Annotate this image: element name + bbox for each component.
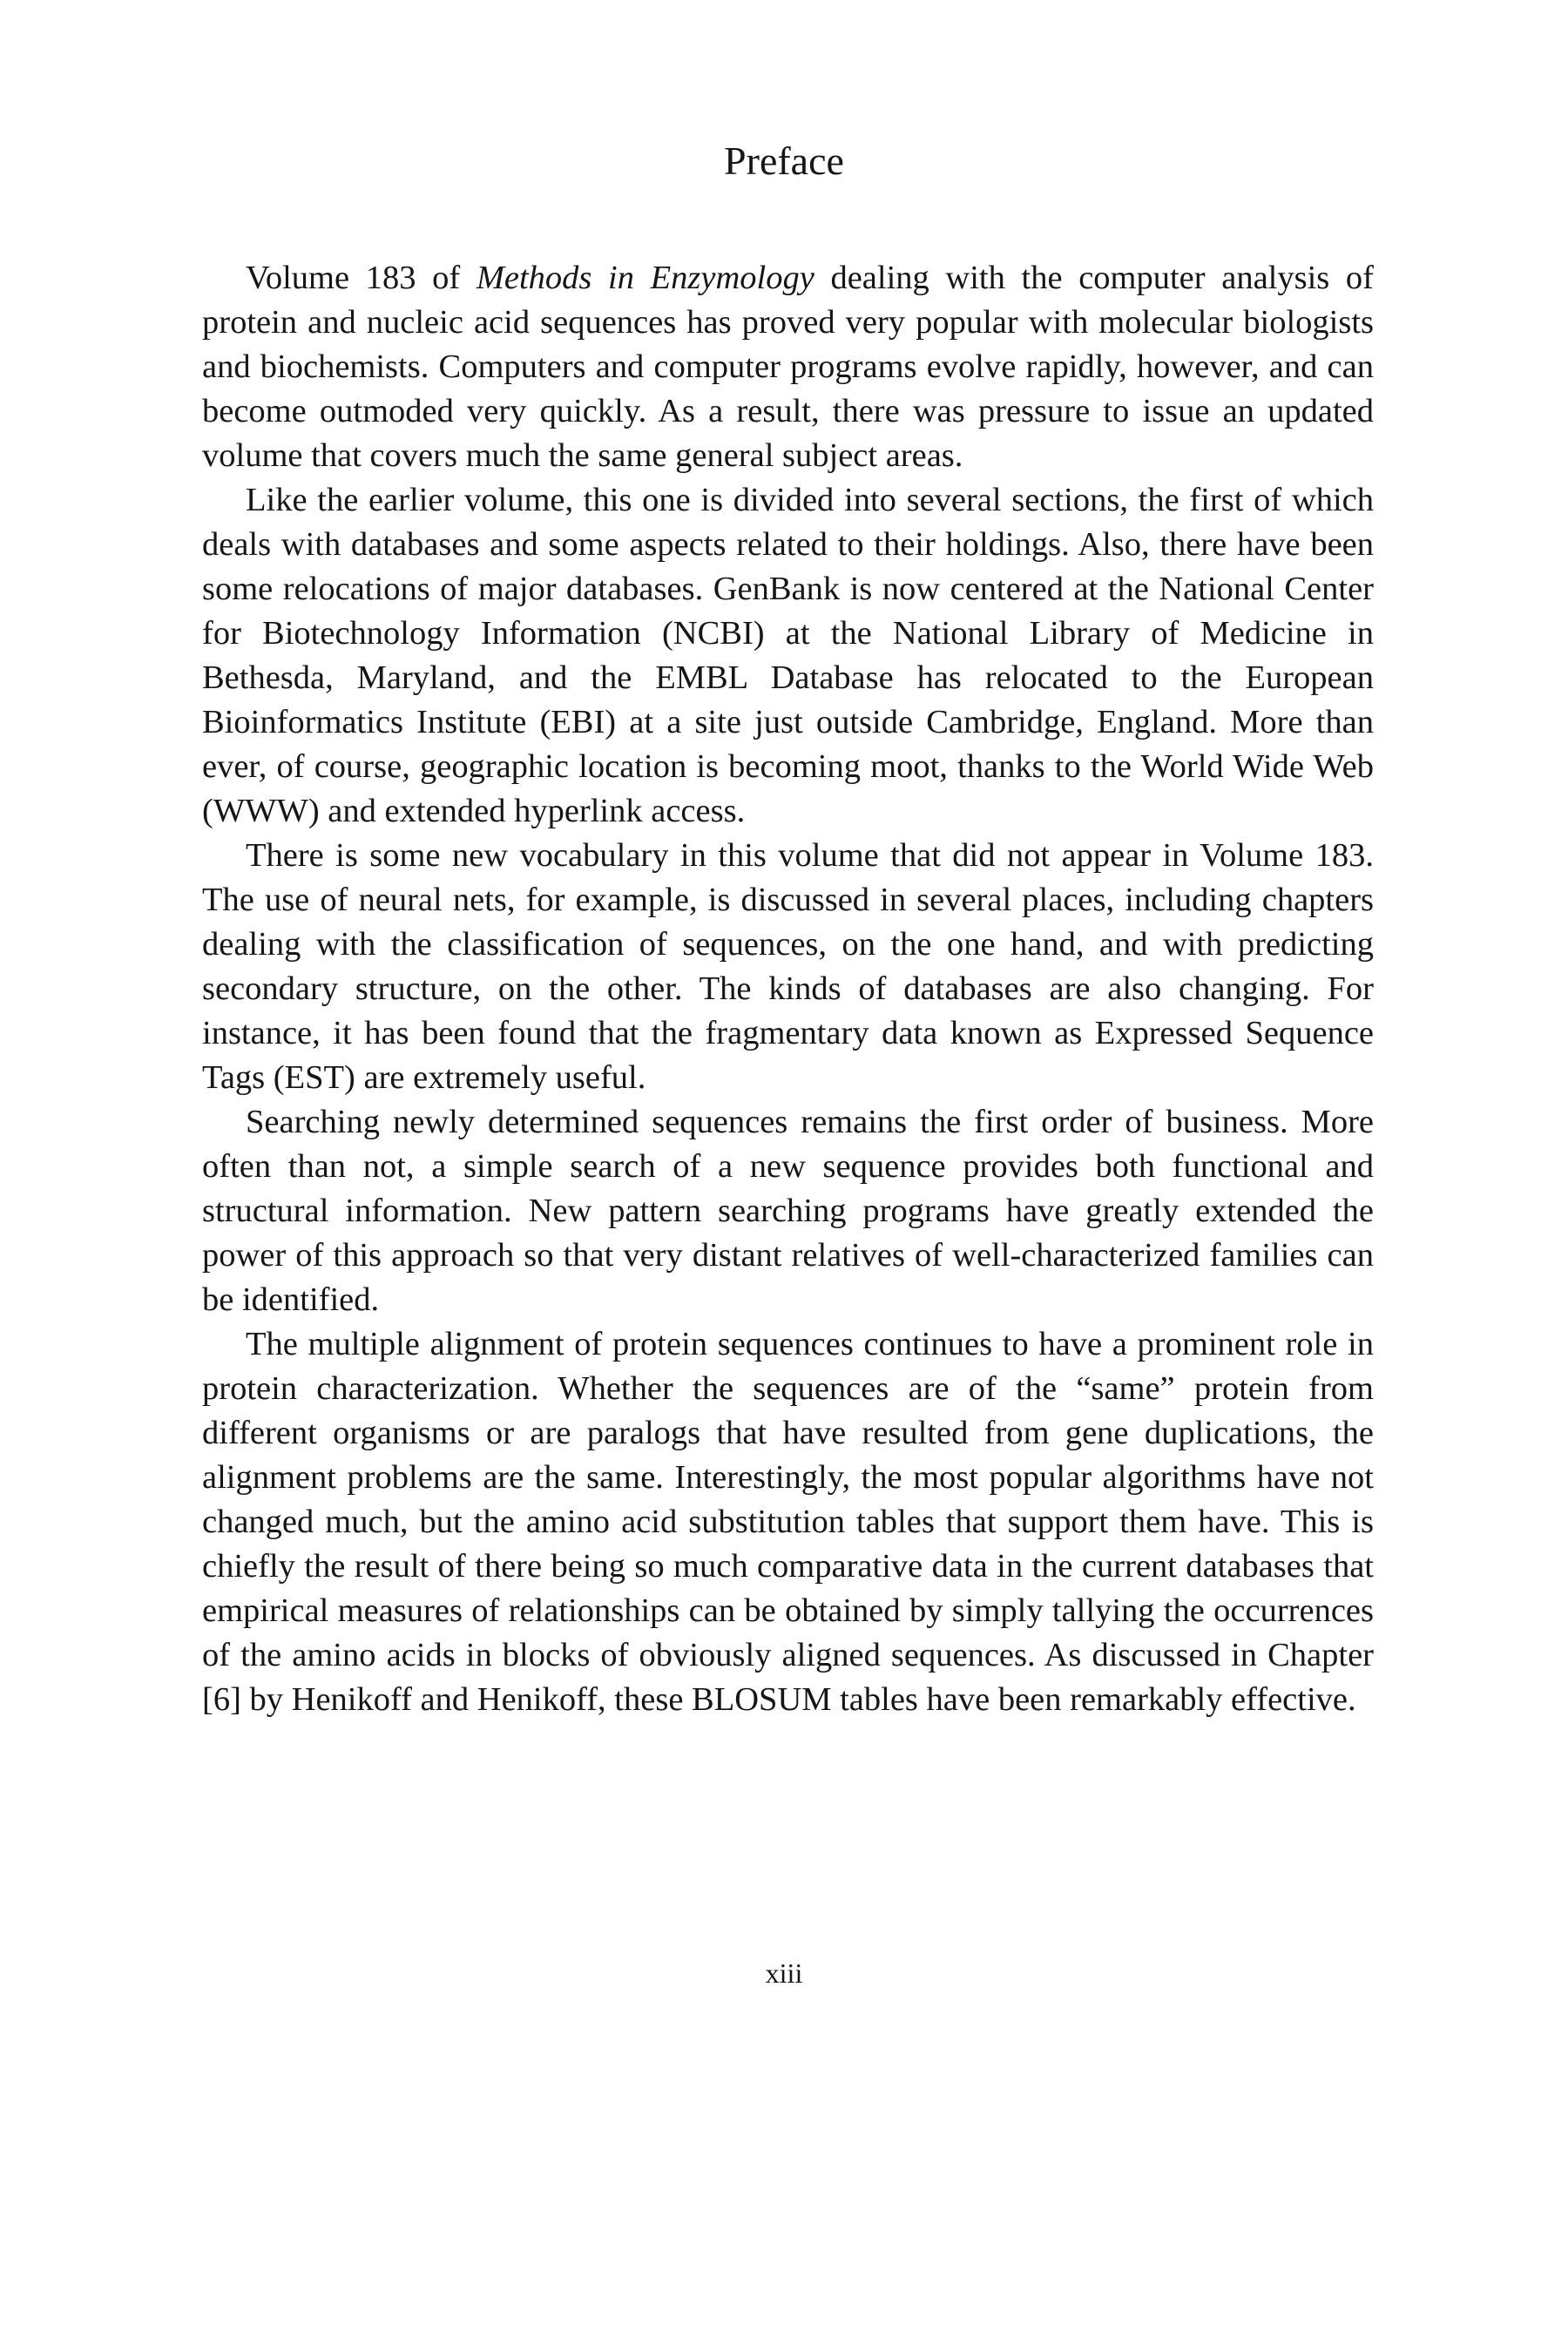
page-title: Preface [724,139,844,183]
paragraph-1-start: Volume 183 of [246,260,476,296]
journal-title: Methods in Enzymology [476,260,814,296]
page-number: xiii [765,1957,803,1989]
paragraph-2: Like the earlier volume, this one is divided into several sections, the first of which deals with databases and some aspects related to their holdings. Also, there have been some relocations of major databases. GenBank is now centered at the National Center for Biotechnology Information (NCBI) at the National Library of Medicine in Bethesda, Maryland, and the EMBL Database has relocated to the European Bioinformatics Institute (EBI) at a site just outside Cambridge, England. More than ever, of course, geographic location is becoming moot, thanks to the World Wide Web (WWW) and extended hyperlink access. [202,482,1374,829]
preface-body [202,256,1374,1722]
paragraph-3: There is some new vocabulary in this volume that did not appear in Volume 183. The use of neural nets, for example, is discussed in several places, including chapters dealing with the classification of sequences, on the one hand, and with predicting secondary structure, on the other. The kinds of databases are also changing. For instance, it has been found that the fragmentary data known as Expressed Sequence Tags (EST) are extremely useful. [202,837,1374,1096]
paragraph-4: Searching newly determined sequences remains the first order of business. More often than not, a simple search of a new sequence provides both functional and structural information. New pattern searching programs have greatly extended the power of this approach so that very distant relatives of well-characterized families can be identified. [202,1104,1374,1318]
paragraph-1-rest: dealing with the computer analysis of protein and nucleic acid sequences has proved very popular with molecular biologists and biochemists. Computers and computer programs evolve rapidly, however, and can become outmoded very quickly. As a result, there was pressure to issue an updated volume that covers much the same general subject areas. [202,260,1374,474]
paragraph-1 [202,256,1374,478]
paragraph-5: The multiple alignment of protein sequences continues to have a prominent role in protein characterization. Whether the sequences are of the “same” protein from different organisms or are paralogs that have resulted from gene duplications, the alignment problems are the same. Interestingly, the most popular algorithms have not changed much, but the amino acid substitution tables that support them have. This is chiefly the result of there being so much comparative data in the current databases that empirical measures of relationships can be obtained by simply tallying the occurrences of the amino acids in blocks of obviously aligned sequences. As discussed in Chapter [6] by Henikoff and Henikoff, these BLOSUM tables have been remarkably effective. [202,1326,1374,1718]
